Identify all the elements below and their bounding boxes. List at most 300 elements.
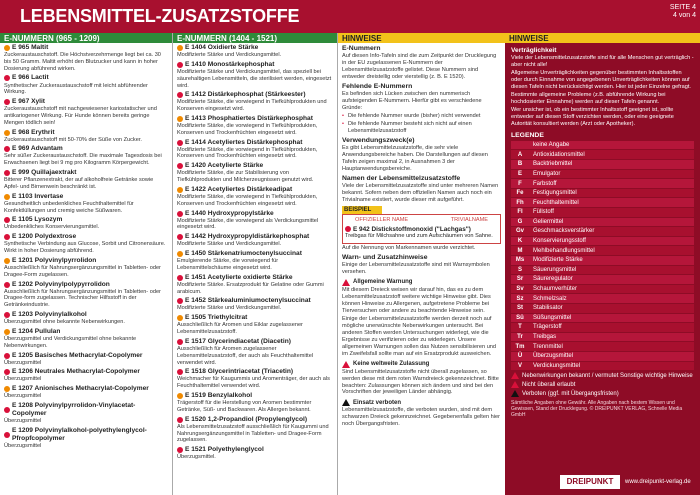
page-number — [670, 4, 696, 19]
legend-label: Backtriebmittel — [533, 161, 573, 168]
entry-code — [177, 91, 333, 99]
official-name-label: OFFIZIELLER NAME — [355, 216, 409, 223]
paragraph: Lebensmittelzusatzstoffe, die verboten wurden, sind mit dem schwarzen Dreieck gekennzeichnet. Gegebenenfalls gelten hier noch Übergangsfristen. — [342, 407, 500, 428]
legend-row — [511, 285, 694, 294]
legend-label: Süßungsmittel — [533, 314, 572, 321]
legend-row — [511, 323, 694, 332]
example-box — [342, 214, 501, 244]
legend-row — [511, 189, 694, 198]
entry-title: E 968 Erythrit — [12, 128, 55, 136]
entry-title: E 967 Xylit — [12, 98, 45, 106]
entry-code — [177, 338, 333, 346]
list-item — [0, 310, 172, 327]
entry-title: E 1413 Phosphatiertes Distärkephosphat — [185, 114, 313, 122]
website-link[interactable]: www.dreipunkt-verlag.de — [625, 479, 691, 485]
entry-title: E 1205 Basisches Methacrylat-Copolymer — [12, 351, 143, 359]
entry-code — [4, 352, 168, 360]
list-item — [173, 114, 337, 138]
entry-body: Modifizierte Stärke, die vorwiegend in Tiefkühlprodukten, Konserven und Trockenfrüchten eingesetzt wird. — [177, 146, 318, 160]
entry-code — [4, 98, 168, 106]
legend-symbol: Ms — [515, 257, 525, 264]
category-dot-icon — [177, 234, 183, 240]
category-dot-icon — [4, 329, 10, 335]
warning-title: Allgemeine Warnung — [353, 279, 413, 286]
entry-body: Modifizierte Stärke und Verdickungsmittel. — [177, 241, 282, 248]
legend-row — [511, 160, 694, 169]
section-title: Fehlende E-Nummern — [342, 82, 413, 90]
legend-label: Festigungsmittel — [533, 190, 577, 197]
list-item — [173, 60, 337, 90]
legend-symbol: Sü — [516, 314, 524, 321]
category-dot-icon — [4, 146, 10, 152]
list-item — [0, 215, 172, 232]
entry-code — [177, 368, 333, 376]
list-item — [0, 401, 172, 426]
category-dot-icon — [177, 298, 183, 304]
list-item — [173, 138, 337, 162]
paragraph: Viele der Lebensmittelzusatzstoffe sind unter mehreren Namen bekannt. Sofern neben dem offiziellen Namen auch noch ein Trivialname existiert, wurde dieser mit aufgeführt. — [342, 182, 499, 203]
entry-code — [177, 139, 333, 147]
legend-label: Füllstoff — [533, 209, 554, 216]
right-header — [505, 0, 700, 33]
list-item — [0, 327, 172, 351]
category-dot-icon — [177, 315, 183, 321]
legend-symbol: Tm — [515, 343, 525, 350]
entry-title: E 1450 Stärkenatriumoctenylsuccinat — [185, 250, 302, 258]
legend-row — [511, 342, 694, 351]
entry-code — [177, 446, 333, 454]
entry-code — [177, 297, 333, 305]
category-dot-icon — [177, 45, 183, 51]
entry-code — [177, 314, 333, 322]
entry-title: E 1505 Triethylcitrat — [185, 314, 248, 322]
entry-code — [4, 193, 168, 201]
warning-triangle-icon — [342, 361, 350, 368]
category-dot-icon — [177, 369, 183, 375]
trivial-name-label: TRIVIALNAME — [450, 216, 488, 223]
entry-title: E 966 Lactit — [12, 74, 49, 82]
legend-row — [511, 256, 694, 265]
section-title: Namen der Lebensmittelzusatzstoffe — [342, 174, 461, 182]
paragraph: Auf die Nennung von Markennamen wurde verzichtet. — [342, 244, 476, 251]
legend-symbol: K — [517, 238, 523, 245]
legend-label: Stabilisator — [533, 305, 563, 312]
entry-body: Modifizierte Stärke und Verdickungsmittel. — [177, 305, 282, 312]
entry-title: E 1521 Polyethylenglycol — [185, 446, 264, 454]
list-item — [0, 384, 172, 401]
list-item — [173, 445, 337, 462]
entry-title: E 1200 Polydextrose — [12, 233, 77, 241]
list-item — [0, 192, 172, 216]
entry-body: Ausschließlich für Nahrungsergänzungsmittel in Tabletten- oder Dragee-Form zugelassen. — [4, 264, 161, 278]
entry-body: Zuckeraustauschstoff mit 50-70% der Süße von Zucker. — [4, 136, 142, 143]
list-item — [173, 337, 337, 367]
legend-row — [511, 352, 694, 361]
category-dot-icon — [4, 258, 10, 264]
bullet-item: • Die fehlende Nummer besteht sich nicht auf einen Lebensmittelzusatzstoff — [348, 121, 501, 135]
entry-body: Modifizierte Stärke, die vorwiegend in Tiefkühlprodukten, Konserven und Trockenfrüchten eingesetzt wird. — [177, 123, 318, 136]
entry-code — [4, 233, 168, 241]
category-dot-icon — [4, 99, 10, 105]
entry-body: Modifizierte Stärke, die vorwiegend in Tiefkühlprodukten, Konserven und Trockenfrüchten eingesetzt wird. — [177, 193, 318, 207]
category-dot-icon — [4, 312, 10, 318]
paragraph: Sind Lebensmittelzusatzstoffe nicht überall zugelassen, so werden diese mit dem roten Warndreieck gekennzeichnet. Bitte beachten: Zulassungen können sich ändern und sind bei den Vorschriften der jeweiligen Länder abhängig. — [342, 368, 499, 396]
legend-symbol: F — [518, 180, 522, 187]
entry-body: Überzugsmittel und Verdickungsmittel ohne bekannte Nebenwirkungen. — [4, 335, 137, 349]
legend-row — [511, 150, 694, 159]
legend-label: Verdickungsmittel — [533, 362, 581, 369]
category-dot-icon — [4, 282, 10, 288]
warning-title: Einsatz verboten — [353, 399, 402, 406]
warning-triangle-icon — [342, 279, 350, 286]
legend-footnote: Verboten (ggf. mit Übergangsfristen) — [522, 390, 619, 397]
list-item — [0, 232, 172, 256]
legend-label: Trennmittel — [533, 343, 563, 350]
black-triangle-icon — [511, 390, 519, 397]
legend-symbol: Fe — [516, 190, 524, 197]
entry-body: Zuckeraustauschstoff mit nachgewiesener kariostatischer und antikariogener Wirkung. Für Hunde können bereits geringe Mengen tödlich sein! — [4, 106, 157, 126]
entry-title: E 1412 Distärkephosphat (Stärkeester) — [185, 91, 306, 99]
entry-body: Trägerstoff für die Herstellung von Aromen bestimmter Getränke, Süß- und Backwaren. Als Allergen bekannt. — [177, 400, 312, 413]
list-item — [173, 90, 337, 114]
legend-symbol: E — [517, 170, 522, 177]
entry-body: Gesundheitlich unbedenkliches Feuchthaltemittel für Konfektlüllungen und cremig weiche Süßwaren. — [4, 200, 134, 214]
entry-title: E 1519 Benzylalkohol — [185, 392, 253, 400]
category-dot-icon — [4, 353, 10, 359]
entry-title: E 1440 Hydroxypropylstärke — [185, 209, 274, 217]
entry-body: Modifizierte Stärke, die vorwiegend in Tiefkühlprodukten und Konserven eingesetzt wird. — [177, 99, 327, 113]
entry-body: Überzugsmittel — [4, 443, 42, 449]
category-dot-icon — [4, 170, 10, 176]
list-item — [0, 367, 172, 384]
paragraph: Bestimmte allgemeine Probleme (z.B. abführende Wirkung bei hochdosierter Einnahme) werden auf dieser Tafeln genannt. — [511, 91, 666, 105]
entry-title: E 999 Quillajaextrakt — [12, 169, 77, 177]
legend-row — [511, 275, 694, 284]
section-title: Verwendungszweck(e) — [342, 136, 415, 144]
column-heading: HINWEISE — [338, 33, 505, 43]
legend-label: Mehlbehandlungsmittel — [533, 247, 595, 254]
entry-code — [177, 61, 333, 69]
category-dot-icon — [177, 339, 183, 345]
list-item — [0, 168, 172, 192]
legend-title: LEGENDE — [511, 131, 544, 139]
entry-title: E 1518 Glycerintriacetat (Triacetin) — [185, 368, 294, 376]
entry-code — [177, 115, 333, 123]
entry-body: Bitterer Pflanzenextrakt, der auf alkoholfreie Getränke sowie Apfel- und Birnenwein beschränkt ist. — [4, 177, 154, 190]
legend-row — [511, 218, 694, 227]
legend-row — [511, 208, 694, 217]
legend-label: Modifizierte Stärke — [533, 257, 583, 264]
warning-title: Keine weltweite Zulassung — [353, 361, 430, 368]
list-item — [173, 313, 337, 337]
entry-body: Überzugsmittel. — [177, 454, 216, 461]
category-dot-icon — [4, 234, 10, 240]
entry-code — [177, 233, 333, 241]
paragraph: Es gibt Lebensmittelzusatzstoffe, die sehr viele Anwendungsbereiche haben. Die Darstellungen auf diesen Tafeln zeigen maximal 2, in Ausnahmen 3 der Hauptanwendungsbereiche. — [342, 144, 488, 172]
legend-footnote: Nicht überall erlaubt — [522, 381, 576, 388]
entry-body: Emulgierende Stärke, die vorwiegend für Lebensmittelschäume eingesetzt wird. — [177, 258, 279, 271]
entry-code — [4, 402, 168, 418]
paragraph: Einige der Lebensmittelzusatzstoffe sind mit Warnsymbolen versehen. — [342, 261, 490, 275]
entry-code — [4, 328, 168, 336]
list-item — [173, 209, 337, 233]
entry-body: Ausschließlich für Aromen und Eiklar zugelassener Lebensmittelzusatzstoff. — [177, 322, 303, 336]
legend-label: Schaumverhüter — [533, 286, 578, 293]
entry-code — [4, 44, 168, 52]
entry-title: E 1202 Polyvinylpolypyrrolidon — [12, 280, 110, 288]
legend-label: Geliermittel — [533, 218, 564, 225]
entry-title: E 1201 Polyvinylpyrrolidon — [12, 256, 97, 264]
entry-title: E 1442 Hydroxypropyldistärkephosphat — [185, 233, 310, 241]
section-title: Verträglichkeit — [511, 47, 557, 54]
category-dot-icon — [4, 432, 10, 438]
entry-code — [177, 44, 333, 52]
example-body: Treibgas für Milchsahne und zum Aufschäumen von Sahne. — [345, 232, 493, 239]
category-dot-icon — [177, 447, 183, 453]
paragraph: Einige der Lebensmittelzusatzstoffe werden derzeit noch auf mögliche unerwünschte Nebenwirkungen untersucht. Bei anderen Stoffen werden Untersuchungen widerlegt, wie die Ergebnisse zu verifizieren oder zu widerlegen. Unsere allgemeinen Warnungen sollen das Nutzen sensibilisieren und im Zweifelsfall sollte man auf ein Ersatzprodukt ausweichen. — [342, 315, 497, 357]
category-dot-icon — [177, 62, 183, 68]
page-label: SEITE 4 — [669, 4, 696, 11]
list-item — [173, 367, 337, 391]
entry-code — [4, 257, 168, 265]
legend-label: Treibgas — [533, 334, 557, 341]
legend-row — [511, 294, 694, 303]
legend-label: Emulgator — [533, 170, 561, 177]
legend-list — [511, 141, 694, 370]
category-dot-icon — [4, 130, 10, 136]
entry-title: E 1207 Anionisches Methacrylat-Copolymer — [12, 385, 149, 393]
list-item — [173, 43, 337, 60]
entry-body: Überzugsmittel — [4, 393, 42, 400]
entry-title: E 1414 Acetyliertes Distärkephosphat — [185, 138, 303, 146]
list-item — [173, 391, 337, 415]
entry-body: Sehr süßer Zuckeraustauschstoff. Die maximale Tagesdosis bei Erwachsenen liegt bei 9 mg pro Kilogramm Körpergewicht. — [4, 153, 162, 167]
list-item — [173, 185, 337, 209]
legend-symbol: Sr — [516, 276, 524, 283]
entry-code — [177, 210, 333, 218]
entry-code — [177, 416, 333, 424]
category-dot-icon — [4, 194, 10, 200]
paragraph: Allgemeine Unverträglichkeiten gegenüber bestimmten Inhaltsstoffen oder durch Einnahme von angegebenen Unverträglichkeiten können auf diesen Tafeln nicht berücksichtigt werden. Hier ist jeder Einzelne gefragt. — [511, 69, 691, 90]
category-dot-icon — [4, 217, 10, 223]
list-item — [173, 415, 337, 445]
legend-row — [511, 237, 694, 246]
legend-label: Säureregulator — [533, 276, 573, 283]
bullet-item: • Die fehlende Nummer wurde (bisher) nicht verwendet — [348, 113, 501, 120]
legend-label: Trägerstoff — [533, 324, 562, 331]
column-enummern-1404 — [172, 33, 337, 495]
category-dot-icon — [177, 92, 183, 98]
entry-body: Unbedenkliches Konservierungsmittel. — [4, 224, 100, 231]
entry-title: E 965 Maltit — [12, 44, 49, 51]
entry-code — [4, 145, 168, 153]
legend-symbol: Gv — [515, 228, 524, 235]
legend-row — [511, 304, 694, 313]
legend-label: Säuerungsmittel — [533, 266, 577, 273]
paragraph: Viele der Lebensmittelzusatzstoffe sind für alle Menschen gut verträglich - aber nicht alle! — [511, 55, 694, 68]
page-title: LEBENSMITTEL-ZUSATZSTOFFE — [20, 6, 300, 26]
legend-symbol: B — [517, 161, 523, 168]
entry-title: E 1410 Monostärkephosphat — [185, 60, 275, 68]
entry-title: E 1203 Polyvinylalkohol — [12, 311, 87, 319]
right-content — [505, 43, 700, 420]
page-sub: 4 von 4 — [673, 11, 696, 19]
entry-code — [177, 186, 333, 194]
entry-code — [4, 281, 168, 289]
category-dot-icon — [177, 116, 183, 122]
entry-title: E 1420 Acetylierte Stärke — [185, 162, 264, 170]
entry-title: E 1204 Pullulan — [12, 327, 61, 335]
entry-code — [177, 250, 333, 258]
legend-label: Feuchthaltemittel — [533, 199, 579, 206]
legend-symbol: V — [517, 362, 522, 369]
legend-symbol: S — [517, 266, 522, 273]
legend-symbol: St — [517, 305, 523, 312]
category-dot-icon — [4, 75, 10, 81]
category-dot-icon — [4, 45, 10, 51]
entry-body: Ausschließlich für Aromen zugelassener Lebensmittelzusatzstoff, der auch als Feuchthaltemittel verwendet wird. — [177, 345, 314, 366]
category-dot-icon — [177, 275, 183, 281]
legend-row — [511, 227, 694, 236]
legend-label: keine Angabe — [533, 142, 570, 149]
list-item — [0, 280, 172, 310]
entry-title: E 1103 Invertase — [12, 192, 64, 200]
entry-body: Modifizierte Stärke, die zur Stabilisierung von Tiefkühlprodukten und Milcherzeugnissen genutzt wird. — [177, 170, 314, 184]
entry-title: E 1452 Stärkealuminiumoctenylsuccinat — [185, 297, 311, 305]
category-dot-icon — [177, 393, 183, 399]
example-tag: BEISPIEL — [342, 206, 382, 214]
legend-row — [511, 333, 694, 342]
list-item — [0, 97, 172, 127]
entry-body: Überzugsmittel — [4, 376, 42, 383]
category-dot-icon — [345, 226, 351, 232]
entry-title: E 1422 Acetyliertes Distärkeadipat — [185, 185, 293, 193]
legend-symbol: Sv — [516, 286, 524, 293]
entry-body: Modifizierte Stärke. Ersatzprodukt für Gelatine oder Gummi arabicum. — [177, 281, 324, 295]
category-dot-icon — [4, 386, 10, 392]
entry-code — [4, 169, 168, 177]
legend-symbol: A — [517, 151, 523, 158]
entry-body: Überzugsmittel — [4, 418, 42, 425]
legend-row — [511, 266, 694, 275]
category-dot-icon — [4, 369, 10, 375]
entry-body: Überzugsmittel ohne bekannte Nebenwirkungen. — [4, 319, 125, 326]
entry-code — [4, 74, 168, 82]
brand-logo: DREIPUNKT — [560, 475, 620, 489]
legend-row — [511, 170, 694, 179]
entry-body: Überzugsmittel — [4, 359, 42, 366]
list-item — [0, 128, 172, 145]
entry-code — [4, 216, 168, 224]
entry-title: E 969 Advantam — [12, 145, 63, 153]
entry-title: E 1520 1,2-Propandiol (Propylenglycol) — [185, 415, 308, 423]
list-item — [0, 43, 172, 73]
list-item — [173, 273, 337, 297]
paragraph: Wer unsicher ist, ob ein bestimmter Inhaltsstoff geeignet ist, sollte entweder auf diesen Stoff verzichten werden, oder eine geeignete Autorität konsultiert werden (Arzt oder Apotheker). — [511, 106, 674, 127]
list-item — [173, 161, 337, 185]
legend-row — [511, 362, 694, 371]
paragraph: Es befinden sich Lücken zwischen den nummerisch aufsteigenden E-Nummern. Hierfür gibt es verschiedene Gründe: — [342, 90, 482, 111]
legend-symbol: M — [517, 247, 523, 254]
warning-triangle-icon — [511, 372, 519, 379]
paragraph: Auf diesen Info-Tafeln sind die zum Zeitpunkt der Drucklegung in der EU zugelassenen E-Nummern der Lebensmittelzusatzstoffe gelistet. Diese Nummern sind entweder dreistellig oder vierstellig (z. B. E 1520). — [342, 53, 497, 80]
entry-title: E 1208 Polyvinylpyrrolidon-Vinylacetat-Copolymer — [12, 402, 136, 418]
entry-body: Weichmacher für Kaugummis und Aromenträger, der auch als Feuchthaltemittel verwendet wird. — [177, 376, 330, 390]
entry-code — [177, 162, 333, 170]
legend-row — [511, 141, 694, 150]
warning-triangle-icon — [511, 381, 519, 388]
legend-symbol: Tr — [517, 334, 523, 341]
entry-title: E 1517 Glycerindiacetat (Diacetin) — [185, 337, 291, 345]
black-triangle-icon — [342, 399, 350, 406]
entry-body: Als Lebensmittelzusatzstoff ausschließlich für Kaugummi und Nahrungsergänzungsmittel in Tabletten- und Dragee-Form zugelassen. — [177, 423, 329, 444]
entry-title: E 1404 Oxidierte Stärke — [185, 44, 259, 51]
category-dot-icon — [177, 163, 183, 169]
section-title: E-Nummern — [342, 45, 381, 52]
legend-label: Antioxidationsmittel — [533, 151, 585, 158]
category-dot-icon — [177, 140, 183, 146]
legend-row — [511, 246, 694, 255]
entry-code — [177, 274, 333, 282]
legend-row — [511, 314, 694, 323]
legend-symbol: Ü — [517, 353, 523, 360]
paragraph: Mit diesem Dreieck weisen wir darauf hin, das es zu dem Lebensmittelzusatzstoff weitere wichtige Hinweise gibt. Dies können Hinweise zu Allergenen, aufgetretene Probleme bei Tierversuchen oder andere zu beachtende Hinweise sein. — [342, 286, 491, 314]
entry-body: Modifizierte Stärke, die vorwiegend als Verdickungsmittel eingesetzt wird. — [177, 217, 319, 231]
entry-body: Modifizierte Stärke und Verdickungsmittel, das speziell bei säurehaltigen Lebensmitteln, die sterilisiert werden, eingesetzt wird. — [177, 68, 332, 89]
legend-symbol: T — [518, 324, 522, 331]
entry-body: Synthetische Verbindung aus Glucose, Sorbit und Citronensäure. Wirkt in hoher Dosierung abführend. — [4, 241, 166, 255]
entry-body: Ausschließlich für Nahrungsergänzungsmittel in Tabletten- oder Dragee-form zugelassen. Technischer Hilfsstoff in der Getränkeindustrie. — [4, 288, 161, 309]
column-hinweise — [337, 33, 505, 495]
legend-label: Schmelzsalz — [533, 295, 567, 302]
entry-code — [4, 311, 168, 319]
column-heading: E-NUMMERN (965 - 1209) — [0, 33, 172, 43]
legend-label: Konservierungsstoff — [533, 238, 586, 245]
legend-symbol: Fl — [517, 209, 523, 216]
entry-body: Synthetischer Zuckeraustauschstoff mit leicht abführender Wirkung. — [4, 82, 148, 96]
list-item — [173, 232, 337, 249]
right-heading: HINWEISE — [505, 33, 700, 43]
example-code: E 942 Distickstoffmonoxid ("Lachgas") — [353, 225, 471, 233]
category-dot-icon — [177, 251, 183, 257]
fine-print: Sämtliche Angaben ohne Gewähr. Alle Angaben nach bestem Wissen und Gewissen, Stand der Drucklegung. © DREIPUNKT VERLAG, Schnelle Media GmbH — [511, 400, 683, 419]
column-enummern-965 — [0, 33, 172, 495]
header-bar — [0, 0, 505, 33]
category-dot-icon — [177, 187, 183, 193]
entry-code — [177, 392, 333, 400]
entry-title: E 1209 Polyvinylalkohol-polyethylenglycol-Pfropfcopolymer — [12, 426, 147, 442]
section-title: Warn- und Zusatzhinweise — [342, 253, 428, 261]
category-dot-icon — [177, 211, 183, 217]
list-item — [173, 249, 337, 273]
entry-title: E 1105 Lysozym — [12, 216, 63, 224]
column-heading: E-NUMMERN (1404 - 1521) — [173, 33, 337, 43]
legend-symbol: Sz — [516, 295, 524, 302]
legend-label: Geschmacksverstärker — [533, 228, 595, 235]
legend-symbol: Fh — [516, 199, 524, 206]
entry-title: E 1206 Neutrales Methacrylat-Copolymer — [12, 368, 140, 376]
entry-body: Zuckeraustauschstoff. Die Höchstverzehrmenge liegt bei ca. 30 bis 50 Gramm. Maltit erhöht den Blutzucker und kann in hoher Dosierung abführend wirken. — [4, 52, 161, 72]
entry-body: Modifizierte Stärke und Verdickungsmittel. — [177, 52, 282, 59]
list-item — [0, 144, 172, 168]
legend-row — [511, 198, 694, 207]
entry-title: E 1451 Acetylierte oxidierte Stärke — [185, 273, 293, 281]
legend-symbol: G — [517, 218, 523, 225]
entry-code — [4, 129, 168, 137]
category-dot-icon — [177, 417, 183, 423]
list-item — [173, 296, 337, 313]
legend-footnote: Nebenwirkungen bekannt / vermutet Sonstige wichtige Hinweise — [522, 372, 693, 379]
